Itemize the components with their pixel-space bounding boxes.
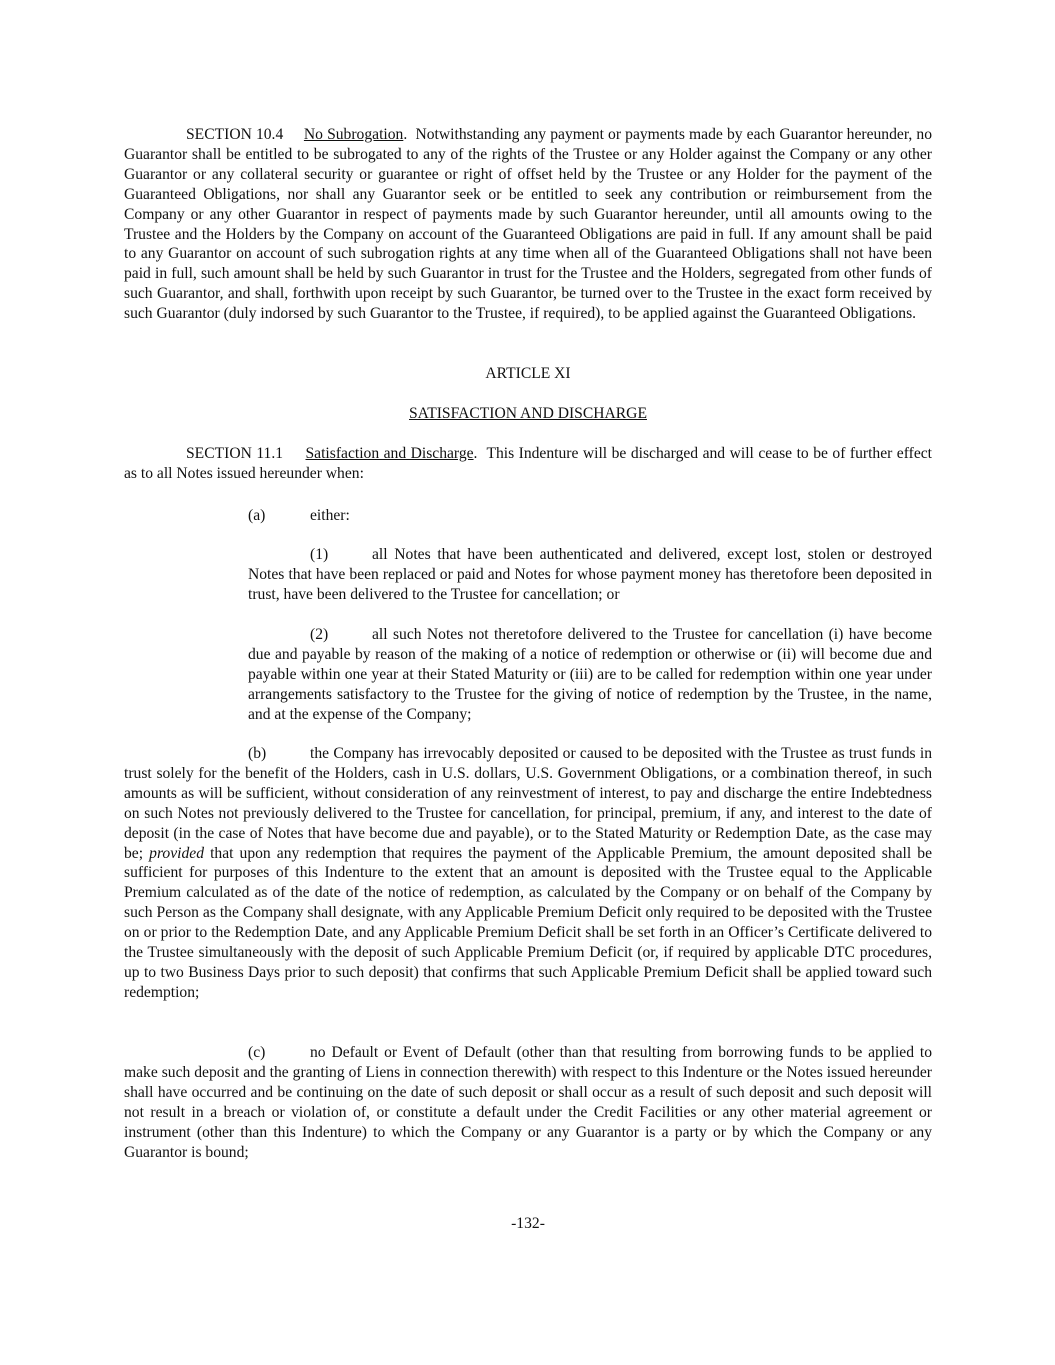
clause-a-text: either: xyxy=(310,507,350,524)
article-heading: ARTICLE XI xyxy=(485,365,571,382)
clause-a2-label: (2) xyxy=(310,626,329,643)
clause-a2-paragraph xyxy=(248,625,932,725)
clause-a-label: (a) xyxy=(248,507,266,524)
clause-b-label: (b) xyxy=(248,745,267,762)
section-11-1-number: SECTION 11.1 xyxy=(186,445,284,462)
clause-a1-text: all Notes that have been authenticated and delivered, except lost, stolen or destroyed Notes that have been replaced or paid and Notes for whose payment money has theretofore been deposited in trust, have been delivered to the Trustee for cancellation; or xyxy=(248,546,932,603)
clause-c-label: (c) xyxy=(248,1044,266,1061)
clause-a2-text: all such Notes not theretofore delivered to the Trustee for cancellation (i) have become due and payable by reason of the making of a notice of redemption or otherwise or (ii) will become due and payable within one year at their Stated Maturity or (iii) are to be called for redemption within one year under arrangements satisfactory to the Trustee for the giving of notice of redemption by the Trustee, in the name, and at the expense of the Company; xyxy=(248,626,932,723)
clause-b-text-after: that upon any redemption that requires the payment of the Applicable Premium, the amount deposited shall be sufficient for purposes of this Indenture to the extent that an amount is deposited with the Trustee equal to the Applicable Premium calculated as of the date of the notice of redemption, as calculated by the Company or on behalf of the Company by such Person as the Company shall designate, with any Applicable Premium Deficit only required to be deposited with the Trustee on or prior to the Redemption Date, and any Applicable Premium Deficit shall be set forth in an Officer’s Certificate delivered to the Trustee simultaneously with the deposit of such Applicable Premium Deficit (or, if required by applicable DTC procedures, up to two Business Days prior to such deposit) that confirms that such Applicable Premium Deficit shall be applied toward such redemption; xyxy=(124,844,932,1001)
section-10-4-body: Notwithstanding any payment or payments made by each Guarantor hereunder, no Guarantor shall be entitled to be subrogated to any of the rights of the Trustee or any Holder against the Company or any other Guarantor or any collateral security or guarantee or right of offset held by the Trustee or any Holder for the payment of the Guaranteed Obligations, nor shall any Guarantor seek or be entitled to seek any contribution or reimbursement from the Company or any other Guarantor in respect of payments made by such Guarantor hereunder, until all amounts owing to the Trustee and the Holders by the Company on account of the Guaranteed Obligations are paid in full. If any amount shall be paid to any Guarantor on account of such subrogation rights at any time when all of the Guaranteed Obligations shall not have been paid in full, such amount shall be held by such Guarantor in trust for the Trustee and the Holders, segregated from other funds of such Guarantor, and shall, forthwith upon receipt by such Guarantor, be turned over to the Trustee in the exact form received by such Guarantor (duly indorsed by such Guarantor to the Trustee, if required), to be applied against the Guaranteed Obligations. xyxy=(124,126,933,323)
clause-a1-paragraph xyxy=(248,545,932,605)
section-11-1-paragraph: SECTION 11.1 Satisfaction and Discharge. This Indenture will be discharged and will cease to be of further effect as to all Notes issued hereunder when: xyxy=(124,445,933,482)
section-10-4-number: SECTION 10.4 xyxy=(186,126,284,143)
section-11-1-body: This Indenture will be discharged and will cease to be of further effect as to all Notes issued hereunder when: xyxy=(124,445,933,482)
clause-b-italic: provided xyxy=(149,844,204,862)
clause-c-text: no Default or Event of Default (other than that resulting from borrowing funds to be applied to make such deposit and the granting of Liens in connection therewith) with respect to this Indenture or the Notes issued hereunder shall have occurred and be continuing on the date of such deposit or shall occur as a result of such deposit and such deposit will not result in a breach or violation of, or constitute a default under the Credit Facilities or any other material agreement or instrument (other than this Indenture) to which the Company or any Guarantor is a party or by which the Company or any Guarantor is bound; xyxy=(124,1044,932,1161)
clause-b-paragraph xyxy=(124,744,932,1003)
clause-c-paragraph xyxy=(124,1043,932,1162)
clause-a1-label: (1) xyxy=(310,546,329,563)
clause-b-text-before: the Company has irrevocably deposited or caused to be deposited with the Trustee as trust funds in trust solely for the benefit of the Holders, cash in U.S. dollars, U.S. Government Obligations, or a combination thereof, in such amounts as will be sufficient, without consideration of any reinvestment of interest, to pay and discharge the entire Indebtedness on such Notes not previously delivered to the Trustee for cancellation, for principal, premium, if any, and interest to the date of deposit (in the case of Notes that have become due and payable), or to the Stated Maturity or Redemption Date, as the case may be; xyxy=(124,745,932,862)
page-number: -132- xyxy=(511,1215,545,1232)
section-10-4-paragraph: SECTION 10.4 No Subrogation. Notwithstanding any payment or payments made by each Guarantor hereunder, no Guarantor shall be entitled to be subrogated to any of the rights of the Trustee or any Holder against the Company or any other Guarantor or any collateral security or guarantee or right of offset held by the Trustee or any Holder for the payment of the Guaranteed Obligations, nor shall any Guarantor seek or be entitled to seek any contribution or reimbursement from the Company or any other Guarantor in respect of payments made by such Guarantor hereunder, until all amounts owing to the Trustee and the Holders by the Company on account of the Guaranteed Obligations are paid in full. If any amount shall be paid to any Guarantor on account of such subrogation rights at any time when all of the Guaranteed Obligations shall not have been paid in full, such amount shall be held by such Guarantor in trust for the Trustee and the Holders, segregated from other funds of such Guarantor, and shall, forthwith upon receipt by such Guarantor, be turned over to the Trustee in the exact form received by such Guarantor (duly indorsed by such Guarantor to the Trustee, if required), to be applied against the Guaranteed Obligations. xyxy=(124,126,933,323)
section-11-1-title: Satisfaction and Discharge xyxy=(305,445,474,462)
section-10-4-title: No Subrogation xyxy=(303,126,404,143)
article-title: SATISFACTION AND DISCHARGE xyxy=(409,405,647,422)
